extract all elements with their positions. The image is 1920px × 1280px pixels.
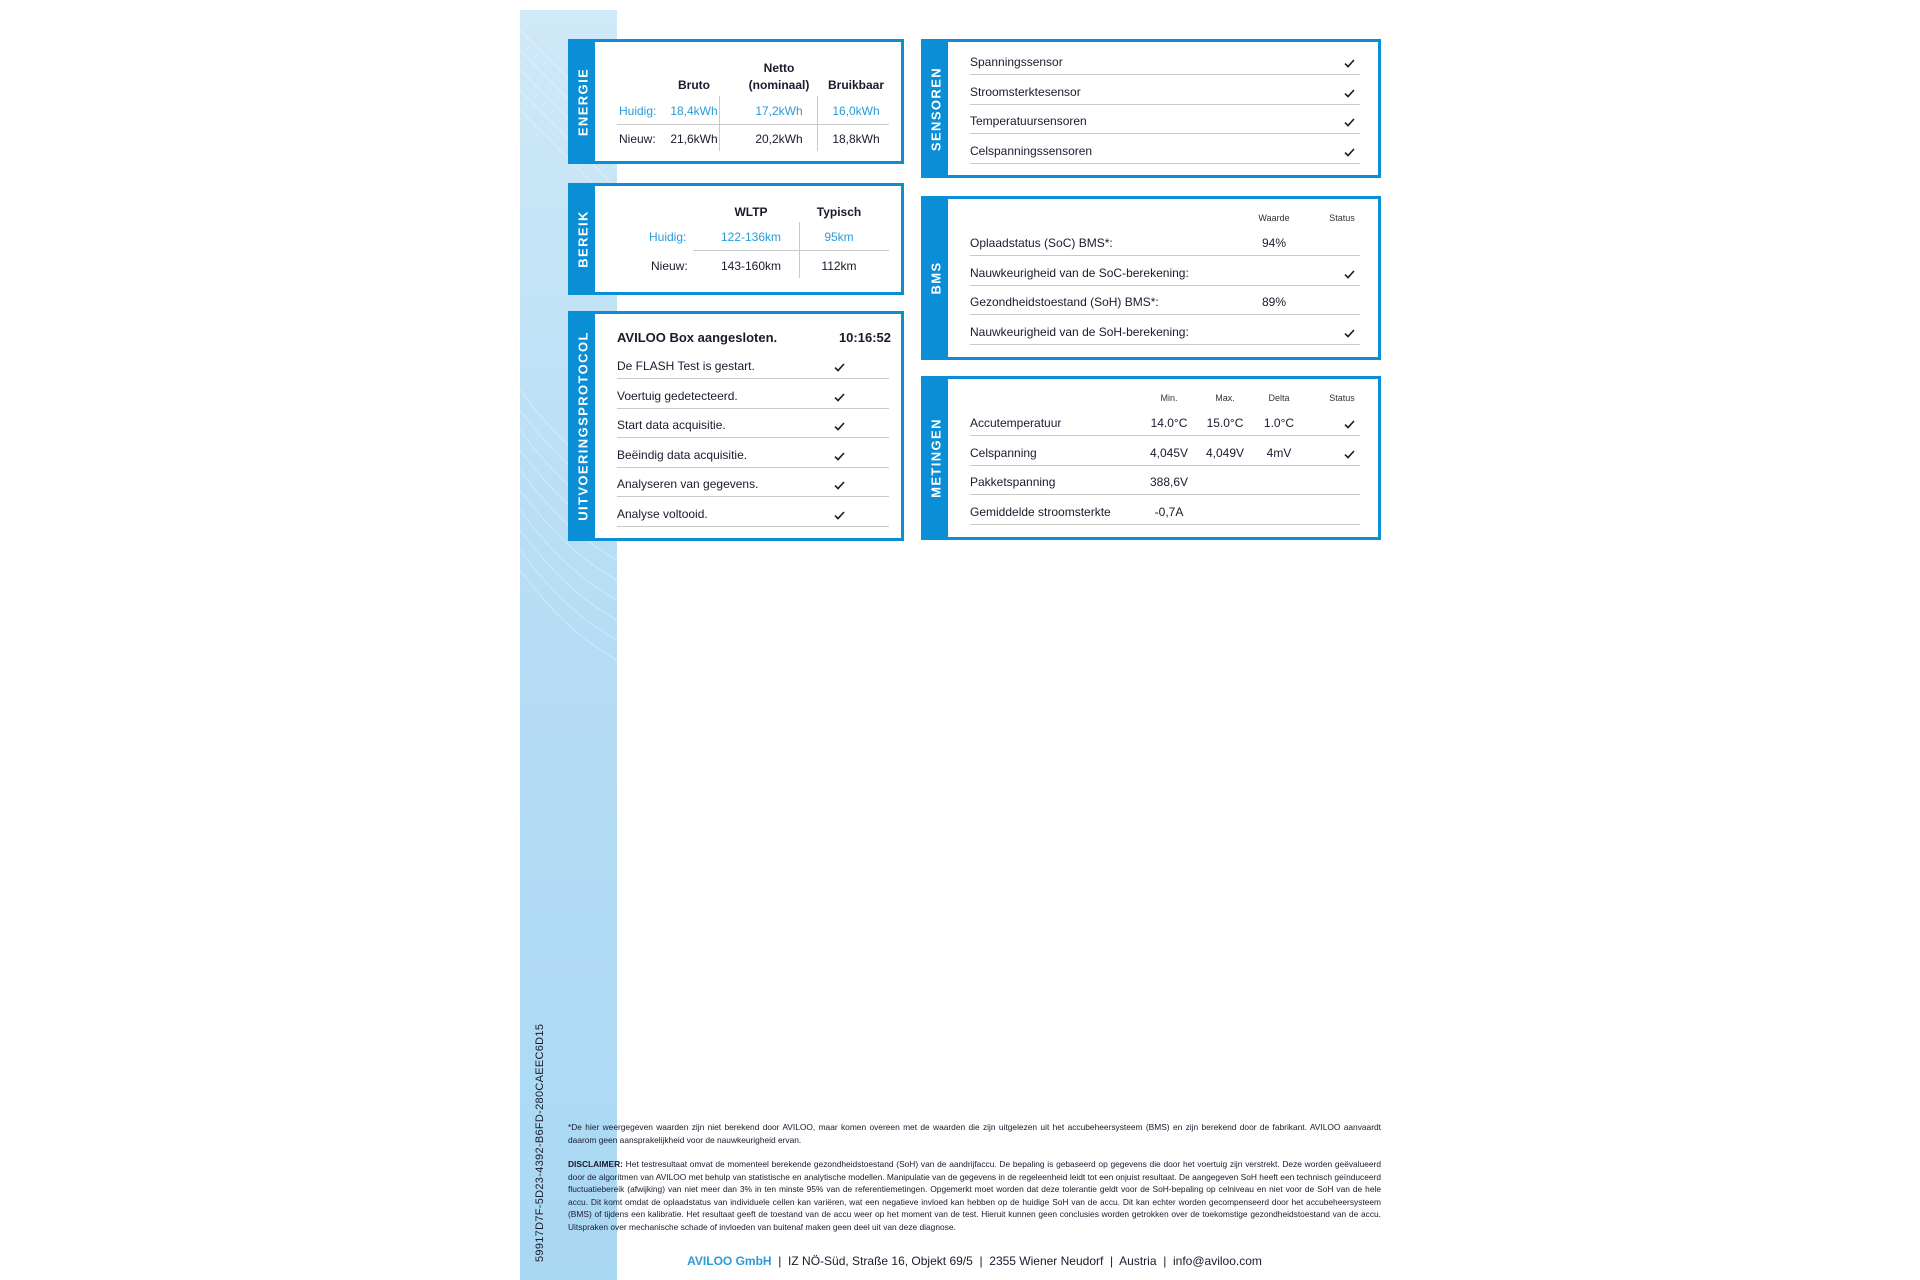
metingen-header-status: Status	[1329, 393, 1355, 403]
check-icon	[834, 481, 845, 490]
disclaimer-label: DISCLAIMER:	[568, 1159, 623, 1169]
footer-email-link[interactable]: info@aviloo.com	[1172, 1254, 1262, 1268]
metingen-row-divider	[970, 494, 1360, 495]
metingen-row-label: Pakketspanning	[970, 475, 1056, 489]
footnote: *De hier weergegeven waarden zijn niet berekend door AVILOO, maar komen overeen met de waarden die zijn uitgelezen uit het accubeheersysteem (BMS) en zijn berekend door de fabrikant. AVILOO aanvaardt daarom geen aansprakelijkheid voor de nauwkeurigheid ervan.	[568, 1122, 1381, 1145]
check-icon	[834, 511, 845, 520]
sensor-item-label: Spanningssensor	[970, 55, 1063, 69]
bms-row-value: 94%	[1261, 236, 1287, 250]
sensor-item-divider	[970, 74, 1360, 75]
bereik-panel	[568, 183, 904, 295]
footer-sep-4: |	[1163, 1254, 1167, 1268]
energie-tab	[571, 42, 595, 161]
protocol-step-divider	[617, 496, 889, 497]
metingen-row-min: 4,045V	[1149, 445, 1189, 460]
protocol-step-divider	[617, 378, 889, 379]
footer-company: AVILOO GmbH	[687, 1254, 772, 1268]
metingen-header-delta: Delta	[1268, 393, 1290, 403]
metingen-row-min: -0,7A	[1154, 504, 1184, 519]
bereik-nieuw-wltp: 143-160km	[720, 259, 782, 273]
bms-row-label: Nauwkeurigheid van de SoC-berekening:	[970, 265, 1189, 280]
energie-huidig-bruto: 18,4kWh	[670, 104, 718, 118]
bms-row-label: Oplaadstatus (SoC) BMS*:	[970, 236, 1113, 250]
energie-row-nieuw-label: Nieuw:	[619, 132, 656, 146]
energie-col-divider-1	[719, 96, 720, 151]
bereik-tab	[571, 186, 595, 292]
metingen-tab	[924, 379, 948, 537]
metingen-row-label: Accutemperatuur	[970, 416, 1062, 430]
metingen-row-max: 4,049V	[1205, 445, 1245, 460]
sensor-item-label: Stroomsterktesensor	[970, 84, 1081, 99]
header-typisch: Typisch	[816, 205, 862, 219]
protocol-step-label: De FLASH Test is gestart.	[617, 359, 755, 373]
bereik-row-divider	[693, 250, 889, 251]
metingen-row-divider	[970, 435, 1360, 436]
check-icon	[1344, 450, 1355, 459]
check-icon	[1344, 59, 1355, 68]
check-icon	[834, 363, 845, 372]
check-icon	[1344, 118, 1355, 127]
energie-row-divider	[617, 124, 889, 125]
metingen-row-min: 14.0°C	[1150, 416, 1188, 430]
bereik-huidig-wltp: 122-136km	[720, 230, 782, 244]
bms-header-waarde: Waarde	[1258, 213, 1290, 223]
sensor-item-divider	[970, 104, 1360, 105]
bms-tab	[924, 199, 948, 357]
footer	[568, 1254, 1381, 1268]
energie-panel	[568, 39, 904, 164]
metingen-row-min: 388,6V	[1149, 475, 1189, 489]
energie-nieuw-netto: 20,2kWh	[755, 132, 803, 146]
protocol-step-divider	[617, 467, 889, 468]
energie-huidig-bruikbaar: 16,0kWh	[832, 104, 880, 118]
bms-row-label: Gezondheidstoestand (SoH) BMS*:	[970, 295, 1159, 309]
metingen-header-max: Max.	[1215, 393, 1235, 403]
protocol-time: 10:16:52	[838, 330, 891, 345]
bereik-row-huidig-label: Huidig:	[649, 230, 687, 244]
header-bruto: Bruto	[678, 78, 710, 92]
energie-nieuw-bruto: 21,6kWh	[670, 132, 718, 146]
metingen-row-max: 15.0°C	[1206, 416, 1244, 430]
check-icon	[834, 422, 845, 431]
check-icon	[1344, 270, 1355, 279]
energie-row-huidig-label: Huidig:	[619, 104, 657, 118]
bereik-col-divider	[799, 222, 800, 278]
metingen-row-divider	[970, 465, 1360, 466]
bms-row-divider	[970, 255, 1360, 256]
protocol-tab	[571, 314, 595, 538]
bms-panel	[921, 196, 1381, 360]
bereik-huidig-typisch: 95km	[824, 230, 854, 244]
check-icon	[1344, 420, 1355, 429]
header-wltp: WLTP	[734, 205, 768, 219]
check-icon	[1344, 148, 1355, 157]
bms-row-label: Nauwkeurigheid van de SoH-berekening:	[970, 324, 1189, 339]
sensoren-tab-label: SENSOREN	[928, 66, 944, 151]
protocol-step-divider	[617, 437, 889, 438]
check-icon	[834, 393, 845, 402]
metingen-row-divider	[970, 524, 1360, 525]
metingen-header-min: Min.	[1160, 393, 1178, 403]
footer-sep-1: |	[778, 1254, 782, 1268]
bms-row-divider	[970, 285, 1360, 286]
bereik-row-nieuw-label: Nieuw:	[651, 259, 688, 273]
bms-header-status: Status	[1329, 213, 1355, 223]
sensoren-panel	[921, 39, 1381, 178]
energie-tab-label: ENERGIE	[575, 67, 591, 136]
bms-row-divider	[970, 344, 1360, 345]
check-icon	[834, 452, 845, 461]
protocol-step-label: Analyse voltooid.	[617, 506, 708, 521]
protocol-step-label: Voertuig gedetecteerd.	[617, 388, 738, 403]
bms-row-divider	[970, 314, 1360, 315]
metingen-panel	[921, 376, 1381, 540]
header-netto-line1: Netto	[763, 61, 795, 75]
header-netto-line2: (nominaal)	[748, 78, 810, 92]
metingen-tab-label: METINGEN	[928, 418, 944, 498]
bereik-tab-label: BEREIK	[575, 210, 591, 268]
footer-address-1: IZ NÖ-Süd, Straße 16, Objekt 69/5	[788, 1254, 973, 1268]
energie-huidig-netto: 17,2kWh	[755, 104, 803, 118]
disclaimer-text: Het testresultaat omvat de momenteel berekende gezondheidstoestand (SoH) van de aandrijfaccu. De bepaling is gebaseerd op gegevens die door het voertuig zijn verstrekt. Deze worden geëvalueerd door de algoritmen van AVILOO met behulp van statistische en analytische modellen. Manipulatie van de gegevens in de regeleenheid leidt tot een onjuist resultaat. De aangegeven SoH heeft een technisch geïnduceerd fluctuatiebereik (afwijking) van niet meer dan 3% in ten minste 95% van de referentiemetingen. Opgemerkt moet worden dat deze tolerantie geldt voor de SoH-bepaling op celniveau en niet voor de SoH van de hele accu. Dit komt omdat de oplaadstatus van individuele cellen kan variëren, wat een negatieve invloed kan hebben op de huidige SoH van de accu. Dit kan echter worden gecompenseerd door het accubeheersysteem (BMS) of tijdens een kalibratie. Het resultaat geeft de toestand van de accu weer op het moment van de test. Hieruit kunnen geen conclusies worden getrokken over de toekomstige gezondheidstoestand van de accu. Uitspraken over mechanische schade of invloeden van buitenaf maken geen deel uit van deze diagnose.	[568, 1159, 1381, 1232]
footer-sep-2: |	[979, 1254, 983, 1268]
sensor-item-label: Celspanningssensoren	[970, 143, 1093, 158]
energie-nieuw-bruikbaar: 18,8kWh	[832, 132, 880, 146]
protocol-step-label: Analyseren van gegevens.	[617, 477, 759, 491]
energie-col-divider-2	[817, 96, 818, 151]
protocol-step-divider	[617, 408, 889, 409]
protocol-title: AVILOO Box aangesloten.	[617, 330, 778, 345]
metingen-row-delta: 4mV	[1266, 445, 1292, 460]
protocol-panel	[568, 311, 904, 541]
disclaimer	[568, 1158, 1381, 1234]
check-icon	[1344, 329, 1355, 338]
footer-sep-3: |	[1110, 1254, 1114, 1268]
bms-tab-label: BMS	[928, 261, 944, 295]
protocol-step-label: Start data acquisitie.	[617, 418, 726, 432]
sensor-item-divider	[970, 163, 1360, 164]
sensor-item-label: Temperatuursensoren	[970, 114, 1087, 128]
check-icon	[1344, 89, 1355, 98]
protocol-tab-label: UITVOERINGSPROTOCOL	[575, 331, 591, 521]
header-bruikbaar: Bruikbaar	[827, 78, 885, 92]
footer-address-2: 2355 Wiener Neudorf	[989, 1254, 1104, 1268]
sensoren-tab	[924, 42, 948, 175]
bms-row-value: 89%	[1261, 295, 1287, 309]
metingen-row-label: Celspanning	[970, 445, 1037, 460]
document-id: 59917D7F-5D23-4392-B6FD-280CAEEC6D15	[534, 1023, 546, 1262]
metingen-row-label: Gemiddelde stroomsterkte	[970, 504, 1111, 519]
protocol-step-label: Beëindig data acquisitie.	[617, 447, 748, 462]
metingen-row-delta: 1.0°C	[1263, 416, 1295, 430]
protocol-step-divider	[617, 526, 889, 527]
sensor-item-divider	[970, 133, 1360, 134]
bereik-nieuw-typisch: 112km	[821, 259, 857, 273]
footer-country: Austria	[1119, 1254, 1157, 1268]
